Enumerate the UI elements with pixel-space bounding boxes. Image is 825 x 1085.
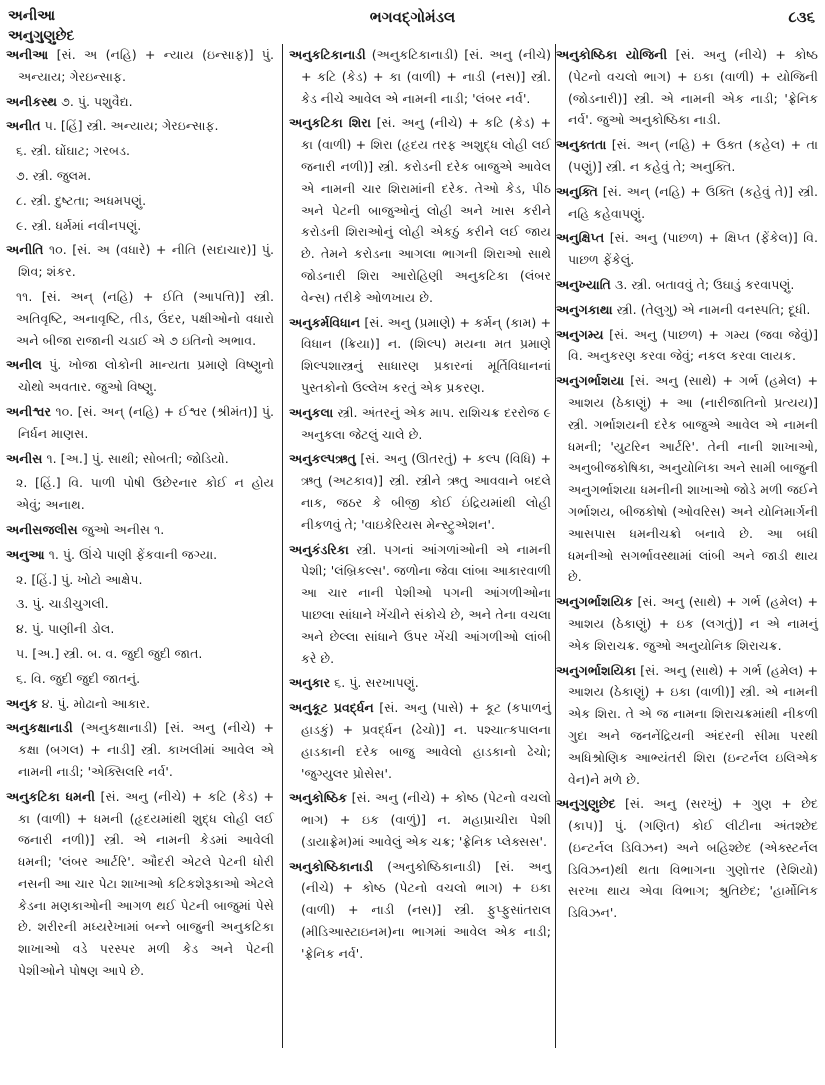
definition-text: [સં. અનુ (નીચે) + કટિ (કેડ) + કા (વાળી) + ધમની (હૃદયમાંથી શુદ્ધ લોહી લઈ જનારી નળી)] સ્ત્રી. એ નામની કેડમાં આવેલી ધમની; 'લંબર આર્ટરિ'. ઔદરી એટલે પેટની ધોરી નસની આ ચાર પેટા શાખાઓ કટિકશેરૂકાઓ એટલે કેડના મણકાઓની આગળ થઈ પેટની બાજુમાં પેસે છે. શરીરની મધ્યરેખામાં બન્ને બાજુની અનુકટિકા શાખાઓ વડે પરસ્પર મળી કેડ અને પેટની પેશીઓને પોષણ આપે છે.: [18, 788, 275, 979]
headword: અનીત: [6, 118, 41, 134]
headword: અનુકંડરિકા: [289, 541, 349, 557]
definition-text: ૬. વિ. જુદી જુદી જાતનું.: [16, 670, 141, 686]
headword: અનુકટિકા ધમની: [6, 788, 96, 804]
entry-sense: [16, 643, 274, 665]
definition-text: (અનુકોષ્ઠિકાનાડી) [સં. અનુ (નીચે) + કોષ્ઠ (પેટનો વચલો ભાગ) + ઇકા (વાળી) + નાડી (નસ)] સ્ત્રી. ફુપ્ફુસાંતરાલ (મીડિઆસ્ટાઇનમ)ના ભાગમાં આવેલ એક નાડી; 'ફ્રેનિક નર્વ'.: [301, 858, 551, 961]
definition-text: [સં. અનુ (નીચે) + કોષ્ઠ (પેટનો વચલો ભાગ) + ઇકા (વાળી) + યોજિની (જોડનારી)] સ્ત્રી. એ નામની એક નાડી; 'ફ્રેનિક નર્વ'. જુઓ અનુકોષ્ઠિકા નાડી.: [568, 47, 818, 128]
dictionary-entry: [556, 793, 818, 924]
headword: અનુકોષ્ઠિકા યોજિની: [556, 47, 668, 62]
last-headword: અનુગુણુછેદ: [8, 28, 75, 44]
entry-sense: [16, 618, 274, 640]
dictionary-entry: [6, 786, 274, 982]
definition-text: [સં. અનુ (સાથે) + ગર્ભ (હમેલ) + આશય (ઠેકાણું) + ઇક (લગતું)] ન એ નામનું એક શિરાચક્ર. જુઓ અનુયોનિક શિરાચક્ર.: [568, 594, 818, 653]
dictionary-entry: [289, 539, 551, 670]
entry-sense: [16, 593, 274, 615]
headword: અનુકોષ્ઠિક: [289, 790, 348, 806]
dictionary-entry: [6, 693, 274, 715]
headword: અનુક્ષિપ્ત: [556, 230, 605, 246]
dictionary-entry: [556, 591, 818, 656]
definition-text: [સં. અન્ (નહિ) + ઉક્ત (કહેલ) + તા (પણું)] સ્ત્રી. ન કહેવું તે; અનુક્તિ.: [568, 137, 818, 174]
headword: અનીલ: [6, 357, 42, 373]
entry-sense: [16, 668, 274, 690]
dictionary-entry: [289, 787, 551, 852]
definition-text: [સં. અનુ (પ્રમાણે) + કર્મન્ (કામ) + વિધાન (ક્રિયા)] ન. (શિલ્પ) મયના મત પ્રમાણે શિલ્પશાસ્ત્રનું સાધારણ પ્રકારનાં મૂર્તિવિધાનનાં પુસ્તકોનો ઉલ્લેખ કરતું એક પ્રકરણ.: [301, 314, 551, 395]
entry-sense: [16, 140, 274, 162]
headword: અનુગર્ભાશયિકા: [556, 662, 636, 678]
dictionary-entry: [6, 519, 274, 541]
headword: અનુકટિકાનાડી: [289, 47, 366, 62]
entry-sense: [16, 472, 274, 516]
definition-text: [સં. અનુ (સાથે) + ગર્ભ (હમેલ) + આશય (ઠેકાણું) + ઇકા (વાળી)] સ્ત્રી. એ નામની એક શિરા. તે એ જ નામના શિરાચક્રમાંથી નીકળી ગુદા અને જનનેંદ્રિયની અંદરની સીમા પરથી અધિશ્રોણિક આભ્યંતરી શિરા (ઇન્ટર્નલ ઇલિએક વેન)ને મળે છે.: [568, 662, 818, 787]
definition-text: ૪. પું. મોઢાનો આકાર.: [37, 695, 150, 711]
headword: અનુઆ: [6, 546, 45, 562]
dictionary-entry: [6, 717, 274, 782]
definition-text: ૪. પું. પાણીની ડોલ.: [16, 621, 115, 637]
headword: અનીકસ્થ: [6, 93, 58, 109]
definition-text: [સં. અનુ (નીચે) + કોષ્ઠ (પેટનો વચલો ભાગ) + ઇક (વાળું)] ન. મહાપ્રાચીરા પેશી (ડાયાફ્રેમ)માં આવેલું એક ચક્ર; 'ફ્રેનિક પ્લેક્સસ'.: [301, 790, 551, 849]
headword: અનુકર્મવિધાન: [289, 314, 361, 330]
headword: અનુક: [6, 695, 38, 711]
definition-text: ૩. પું. ચાડીચુગલી.: [16, 596, 109, 612]
headword: અનીશ્વર: [6, 403, 52, 419]
dictionary-entry: [6, 354, 274, 398]
definition-text: સ્ત્રી. (તેલુગુ) એ નામની વનસ્પતિ; દૂધી.: [612, 301, 811, 317]
headword: અનુગકાથા: [556, 301, 613, 317]
dictionary-entry: [289, 672, 551, 694]
book-title: ભગવદ્ગોમંડલ: [369, 8, 456, 26]
definition-text: ૯. સ્ત્રી. ધર્મમાં નવીનપણું.: [16, 217, 142, 233]
entry-sense: [16, 215, 274, 237]
definition-text: [સં. અ (નહિ) + ન્યાય (ઇન્સાફ)] પું. અન્યાય; ગેરઇન્સાફ.: [18, 47, 274, 84]
dictionary-entry: [6, 44, 274, 88]
definition-text: ૩. સ્ત્રી. બતાવવું તે; ઉઘાડું કરવાપણું.: [610, 276, 795, 292]
definition-text: ૭. સ્ત્રી. જુલમ.: [16, 167, 92, 183]
definition-text: [સં. અનુ (સરખું) + ગુણ + છેદ (કાપ)] પું. (ગણિત) કોઈ લીટીના અંતશ્છેદ (ઇન્ટર્નલ ડિવિઝન) અને બહિશ્છેદ (એક્સ્ટર્નલ ડિવિઝન)થી થતા વિભાગના ગુણોત્તર (રેશિયો) સરખા થાય એવા વિભાગ; શ્રુતિછેદ; 'હાર્મોનિક ડિવિઝન'.: [568, 796, 818, 921]
definition-text: [સં. અનુ (સાથે) + ગર્ભ (હમેલ) + આશય (ઠેકાણું) + આ (નારીજાતિનો પ્રત્યય)] સ્ત્રી. ગર્ભાશયની દરેક બાજુએ આવેલ એ નામની ધમની; 'યુટરિન આર્ટરિ'. તેની નાની શાખાઓ, અનુબીજકોષિકા, અનુયોનિકા અને સામી બાજુની અનુગર્ભાશયા ધમનીની શાખાઓ જોડે મળી જઈને ગર્ભાશય, બીજકોષો (ઓવરિસ) અને યોનિમાર્ગની આસપાસ ધમનીચક્રો બનાવે છે. આ બધી ધમનીઓ સગર્ભાવસ્થામાં લાંબી અને જાડી થાય છે.: [568, 373, 818, 585]
definition-text: ૫. [અ.] સ્ત્રી. બ. વ. જુદી જુદી જાત.: [16, 645, 203, 661]
dictionary-entry: [556, 274, 818, 296]
definition-text: ૧૦. [સં. અન્ (નહિ) + ઈશ્વર (શ્રીમંત)] પું. નિર્ધન માણસ.: [18, 403, 274, 441]
definition-text: [સં. અનુ (નીચે) + કટિ (કેડ) + કા (વાળી) + શિરા (હૃદય તરફ અશુદ્ધ લોહી લઈ જનારી નળી)] સ્ત્રી. કરોડની દરેક બાજુએ આવેલ એ નામની ચાર શિરામાંની દરેક. તેઓ કેડ, પીઠ અને પેટની બાજુઓનું લોહી અને ખાસ કરીને કરોડની શિરાઓનું લોહી એકઠું કરીને લઈ જાય છે. તેમને કરોડના આગલા ભાગની શિરાઓ સાથે જોડનારી શિરા આરોહિણી અનુકટિકા (લંબર વેન્સ) તરીકે ઓળખાય છે.: [301, 115, 551, 305]
dictionary-entry: [6, 401, 274, 445]
page-number: ૮૩૬: [788, 8, 815, 26]
definition-text: [સં. અનુ (પાછળ) + ગમ્ય (જવા જેવું)] વિ. અનુકરણ કરવા જેવું; નકલ કરવા લાયક.: [568, 326, 818, 364]
headword: અનુકક્ષાનાડી: [6, 720, 73, 736]
definition-text: ૭. પું. પશુવૈદ્ય.: [57, 93, 133, 109]
dictionary-entry: [556, 134, 818, 178]
dictionary-entry: [556, 181, 818, 225]
headword: અનીતિ: [6, 242, 44, 258]
dictionary-entry: [289, 402, 551, 446]
definition-text: ૬. સ્ત્રી. ઘોંઘાટ; ગરબડ.: [16, 143, 131, 159]
dictionary-entry: [556, 44, 818, 131]
entry-sense: [16, 165, 274, 187]
headword: અનુકૂટ પ્રવર્દ્ધન: [289, 700, 374, 716]
definition-text: ૮. સ્ત્રી. દુષ્ટતા; અધમપણું.: [16, 192, 147, 208]
dictionary-entry: [6, 91, 274, 113]
headword: અનીસ: [6, 450, 43, 466]
dictionary-entry: [6, 448, 274, 470]
headword: અનીસજલીસ: [6, 521, 78, 537]
definition-text: ૨. [હિં.] પું. ખોટો આક્ષેપ.: [16, 571, 143, 587]
dictionary-entry: [6, 239, 274, 283]
headword: અનુકલા: [289, 404, 334, 420]
definition-text: ૨. [હિં.] વિ. પાળી પોષી ઉછેરનાર કોઈ ન હોય એવું; અનાથ.: [16, 475, 274, 513]
dictionary-entry: [289, 448, 551, 535]
dictionary-entry: [556, 324, 818, 368]
headword: અનુખ્યાતિ: [556, 276, 611, 292]
definition-text: [સં. અન્ (નહિ) + ઉક્તિ (કહેવું તે)] સ્ત્રી. નહિ કહેવાપણું.: [568, 183, 818, 221]
definition-text: સ્ત્રી. પગનાં આંગળાંઓની એ નામની પેશી; 'લંબ્રિકલ્સ'. જળોના જેવા લાંબા આકારવાળી આ ચાર નાની પેશીઓ પગની આંગળીઓના પાછલા સાંધાને ખેંચીને સંકોચે છે, અને તેના વચલા અને છેલ્લા સાંધાને ઉપર ખેંચી આંગળીઓ લાંબી કરે છે.: [301, 541, 551, 666]
definition-text: (અનુકટિકાનાડી) [સં. અનુ (નીચે) + કટિ (કેડ) + કા (વાળી) + નાડી (નસ)] સ્ત્રી. કેડ નીચે આવેલ એ નામની નાડી; 'લંબર નર્વ'.: [301, 47, 551, 106]
headword: અનુગમ્ય: [556, 326, 604, 342]
dictionary-entry: [556, 227, 818, 271]
headword: અનીઆ: [6, 47, 49, 62]
dictionary-entry: [556, 370, 818, 588]
definition-text: જુઓ અનીસ ૧.: [77, 521, 165, 537]
dictionary-entry: [289, 697, 551, 784]
column-3: [556, 44, 818, 1064]
headword: અનુકાર: [289, 675, 331, 691]
column-2: [282, 44, 556, 1048]
headword: અનુકોષ્ઠિકાનાડી: [289, 858, 374, 874]
entry-sense: [16, 569, 274, 591]
column-1: [6, 44, 274, 1064]
entry-sense: [16, 190, 274, 212]
first-headword: અનીઆ: [8, 8, 56, 24]
definition-text: ૫. [હિં] સ્ત્રી. અન્યાય; ગેરઇન્સાફ.: [40, 118, 219, 134]
dictionary-entry: [556, 660, 818, 791]
definition-text: પું. ખોજા લોકોની માન્યતા પ્રમાણે વિષ્ણુનો ચોથો અવતાર. જુઓ વિષ્ણુ.: [18, 357, 274, 395]
dictionary-entry: [6, 115, 274, 137]
definition-text: ૬. પું. સરખાપણું.: [330, 675, 419, 691]
definition-text: (અનુકક્ષાનાડી) [સં. અનુ (નીચે) + કક્ષા (બગલ) + નાડી] સ્ત્રી. કાખલીમાં આવેલ એ નામની નાડી; 'એક્સિલરિ નર્વ'.: [18, 720, 274, 779]
definition-text: ૧. [અ.] પું. સાથી; સોબતી; જોડિયો.: [42, 450, 229, 466]
definition-text: [સં. અનુ (ઊતરતું) + કલ્પ (વિધિ) + ઋતુ (અટકાવ)] સ્ત્રી. સ્ત્રીને ઋતુ આવવાને બદલે નાક, જઠર કે બીજી કોઈ ઇંદ્રિયમાંથી લોહી નીકળવું તે; 'વાઇકેરિયસ મેન્સ્ટ્રુએશન'.: [301, 451, 551, 532]
headword: અનુકલ્પઋતુ: [289, 451, 356, 467]
headword: અનુકટિકા શિરા: [289, 115, 371, 131]
headword: અનુગર્ભાશયિક: [556, 594, 633, 610]
definition-text: [સં. અનુ (પાછળ) + ક્ષિપ્ત (ફેંકેલ)] વિ. પાછળ ફેંકેલું.: [568, 230, 818, 268]
definition-text: ૧૧. [સં. અન્ (નહિ) + ઈતિ (આપત્તિ)] સ્ત્રી. અતિવૃષ્ટિ, અનાવૃષ્ટિ, તીડ, ઉંદર, પક્ષીઓનો વધારો અને બીજા રાજાની ચડાઈ એ ૭ ઇતિનો અભાવ.: [16, 288, 274, 348]
headword: અનુક્તિ: [556, 183, 598, 199]
entry-sense: [16, 286, 274, 351]
dictionary-entry: [289, 312, 551, 399]
dictionary-entry: [556, 299, 818, 321]
headword: અનુગુણુછેદ: [556, 796, 616, 812]
dictionary-entry: [289, 856, 551, 965]
headword: અનુગર્ભાશયા: [556, 373, 625, 389]
definition-text: ૧. પું. ઊંચે પાણી ફેંકવાની જગ્યા.: [44, 546, 218, 562]
definition-text: સ્ત્રી. અંતરનું એક માપ. રાશિચક્ર દરરોજ ૯ અનુકલા જેટલું ચાલે છે.: [301, 404, 551, 442]
headword: અનુક્તતા: [556, 137, 607, 153]
dictionary-entry: [289, 112, 551, 308]
definition-text: [સં. અનુ (પાસે) + કૂટ (કપાળનું હાડકું) + પ્રવર્દ્ધન (ઢેચો)] ન. પશ્ચાત્કપાલના હાડકાની દરેક બાજુ આવેલો હાડકાનો ઢેચો; 'જુગ્યુલર પ્રોસેસ'.: [301, 700, 551, 781]
dictionary-entry: [6, 544, 274, 566]
definition-text: ૧૦. [સં. અ (વધારે) + નીતિ (સદાચાર)] પું. શિવ; શંકર.: [18, 242, 274, 280]
dictionary-entry: [289, 44, 551, 109]
